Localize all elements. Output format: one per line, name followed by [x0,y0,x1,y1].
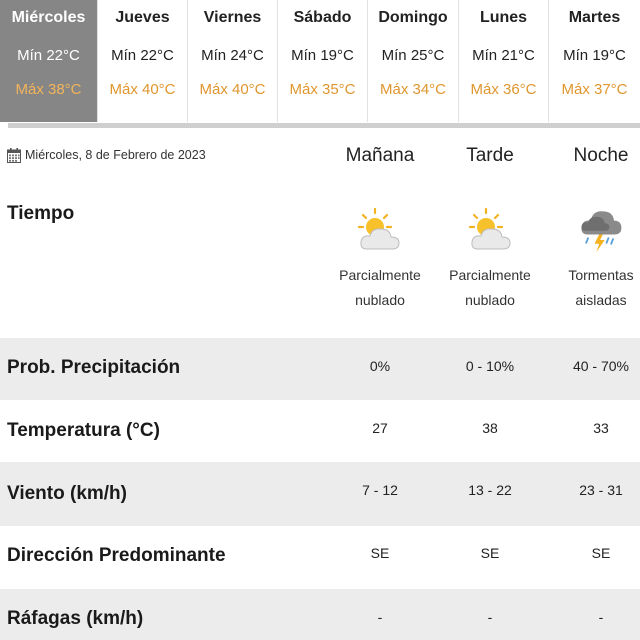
wind-noche: 23 - 31 [579,482,623,498]
precipitation-manana: 0% [369,358,391,374]
condition-noche [546,263,640,313]
wind-tarde: 13 - 22 [468,482,512,498]
day-max-temp: Máx 40°C [109,81,176,98]
date-text: Miércoles, 8 de Febrero de 2023 [25,148,206,162]
day-name: Lunes [479,9,528,26]
day-min-temp: Mín 19°C [563,47,626,64]
wind-row [0,462,640,526]
temperature-tarde: 38 [482,420,498,436]
day-tabs [0,0,640,122]
wind-manana: 7 - 12 [362,482,398,498]
precipitation-tarde: 0 - 10% [465,358,515,374]
day-name: Viernes [203,9,262,26]
weather-label: Tiempo [7,203,75,224]
day-name: Sábado [293,9,352,26]
day-max-temp: Máx 35°C [289,81,356,98]
day-min-temp: Mín 19°C [291,47,354,64]
day-tab-miercoles[interactable] [0,0,98,122]
condition-manana [325,263,435,313]
precipitation-label: Prob. Precipitación [7,357,181,378]
precipitation-row [0,338,640,400]
temperature-label: Temperatura (°C) [7,420,160,441]
period-header-noche: Noche [573,145,629,166]
partly-cloudy-icon [357,207,403,257]
day-max-temp: Máx 40°C [199,81,266,98]
day-name: Jueves [115,9,170,26]
day-tab-jueves[interactable] [98,0,188,122]
gusts-noche: - [598,609,604,625]
condition-line2: nublado [355,292,405,308]
day-tab-domingo[interactable] [368,0,459,122]
condition-line2: nublado [465,292,515,308]
partly-cloudy-icon [468,207,514,257]
weather-row [0,195,640,338]
condition-tarde [435,263,545,313]
direction-label: Dirección Predominante [7,545,226,566]
day-name: Martes [568,9,621,26]
day-tab-lunes[interactable] [459,0,549,122]
temperature-manana: 27 [372,420,388,436]
tabs-divider [8,123,640,128]
day-name: Miércoles [11,9,86,26]
period-header-manana: Mañana [345,145,415,166]
calendar-icon [7,148,21,163]
day-max-temp: Máx 37°C [561,81,628,98]
condition-line1: Parcialmente [449,267,531,283]
day-tab-viernes[interactable] [188,0,278,122]
day-min-temp: Mín 25°C [381,47,445,64]
condition-line1: Parcialmente [339,267,421,283]
day-max-temp: Máx 38°C [15,81,82,98]
day-name: Domingo [378,9,448,26]
gusts-row [0,589,640,640]
wind-label: Viento (km/h) [7,483,127,504]
day-min-temp: Mín 24°C [201,47,264,64]
direction-tarde: SE [480,545,500,561]
gusts-label: Ráfagas (km/h) [7,608,144,629]
direction-manana: SE [370,545,390,561]
direction-noche: SE [591,545,611,561]
direction-row [0,526,640,589]
gusts-tarde: - [487,609,493,625]
day-max-temp: Máx 34°C [379,81,447,98]
forecast-date [7,144,206,166]
day-tab-martes[interactable] [549,0,640,122]
day-min-temp: Mín 22°C [17,47,80,64]
day-min-temp: Mín 21°C [472,47,535,64]
thunderstorm-icon [578,203,624,253]
precipitation-noche: 40 - 70% [572,358,630,374]
condition-line1: Tormentas [568,267,634,283]
condition-line2: aisladas [575,292,627,308]
temperature-row [0,400,640,462]
gusts-manana: - [377,609,383,625]
day-min-temp: Mín 22°C [111,47,174,64]
period-header-tarde: Tarde [466,145,514,166]
temperature-noche: 33 [593,420,609,436]
day-tab-sabado[interactable] [278,0,368,122]
day-max-temp: Máx 36°C [470,81,537,98]
